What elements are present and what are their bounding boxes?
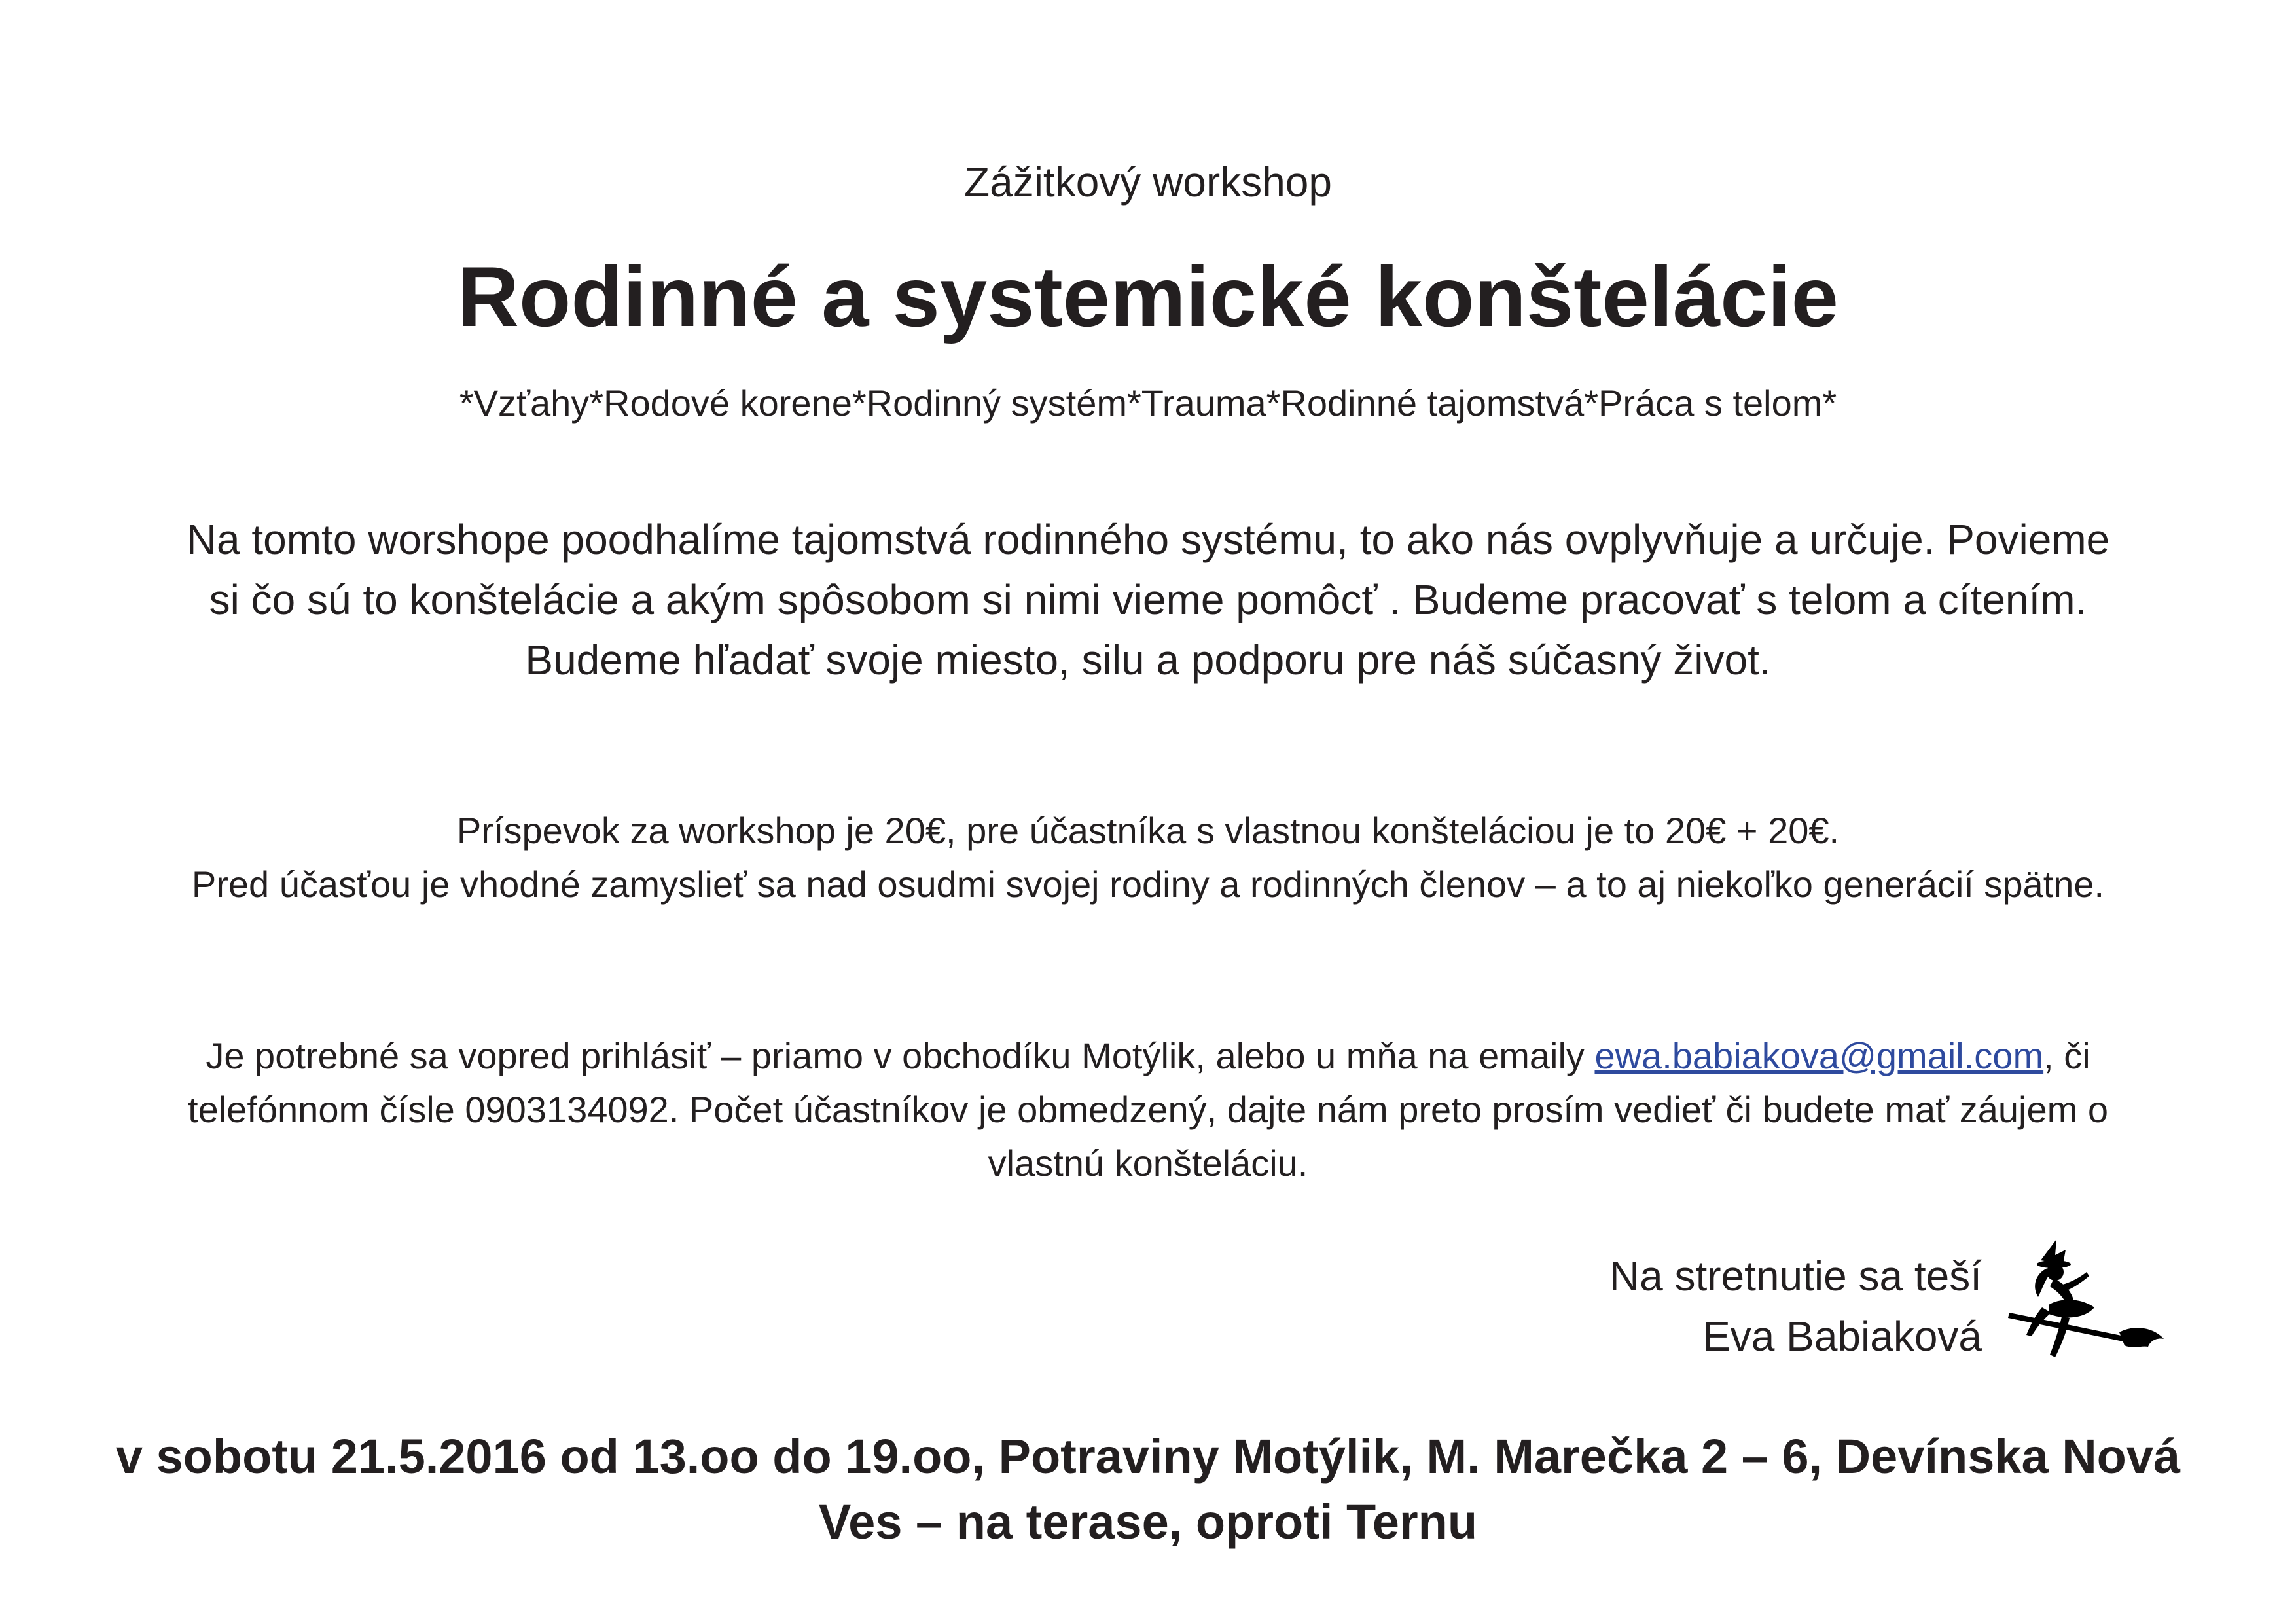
- page-title: Rodinné a systemické konštelácie: [457, 249, 1839, 344]
- event-details: [0, 1424, 2296, 1555]
- registration-text: , či: [2043, 1035, 2090, 1076]
- email-link[interactable]: ewa.babiakova@gmail.com: [1594, 1035, 2044, 1076]
- intro-line: Budeme hľadať svoje miesto, silu a podporu pre náš súčasný život.: [525, 636, 1771, 684]
- intro-line: si čo sú to konštelácie a akým spôsobom si nimi vieme pomôcť . Budeme pracovať s telom a cítením.: [209, 576, 2087, 623]
- fee-line: Príspevok za workshop je 20€, pre účastníka s vlastnou konšteláciou je to 20€ + 20€.: [456, 810, 1840, 851]
- subtitle: Zážitkový workshop: [964, 158, 1332, 206]
- event-details-line: v sobotu 21.5.2016 od 13.oo do 19.oo, Potraviny Motýlik, M. Marečka 2 – 6, Devínska Nová: [115, 1429, 2181, 1484]
- registration-text: Je potrebné sa vopred prihlásiť – priamo v obchodíku Motýlik, alebo u mňa na emaily: [206, 1035, 1595, 1076]
- registration-paragraph: [0, 1029, 2296, 1190]
- signature: [1609, 1246, 1982, 1366]
- intro-paragraph: [0, 509, 2296, 690]
- registration-line: vlastnú konšteláciu.: [988, 1142, 1308, 1184]
- fee-paragraph: [0, 804, 2296, 911]
- event-details-line: Ves – na terase, oproti Ternu: [818, 1495, 1478, 1549]
- topic-tags: *Vzťahy*Rodové korene*Rodinný systém*Trauma*Rodinné tajomstvá*Práca s telom*: [459, 382, 1837, 424]
- fee-line: Pred účasťou je vhodné zamyslieť sa nad osudmi svojej rodiny a rodinných členov – a to aj niekoľko generácií spätne.: [191, 864, 2105, 905]
- registration-line: [0, 1029, 2296, 1083]
- signature-name: Eva Babiaková: [1702, 1313, 1982, 1360]
- signature-greeting: Na stretnutie sa teší: [1609, 1252, 1982, 1300]
- witch-on-broom-icon: [2003, 1234, 2166, 1378]
- intro-line: Na tomto worshope poodhalíme tajomstvá rodinného systému, to ako nás ovplyvňuje a určuje. Povieme: [186, 516, 2110, 563]
- registration-line: telefónnom čísle 0903134092. Počet účastníkov je obmedzený, dajte nám preto prosím vedieť či budete mať záujem o: [188, 1089, 2108, 1130]
